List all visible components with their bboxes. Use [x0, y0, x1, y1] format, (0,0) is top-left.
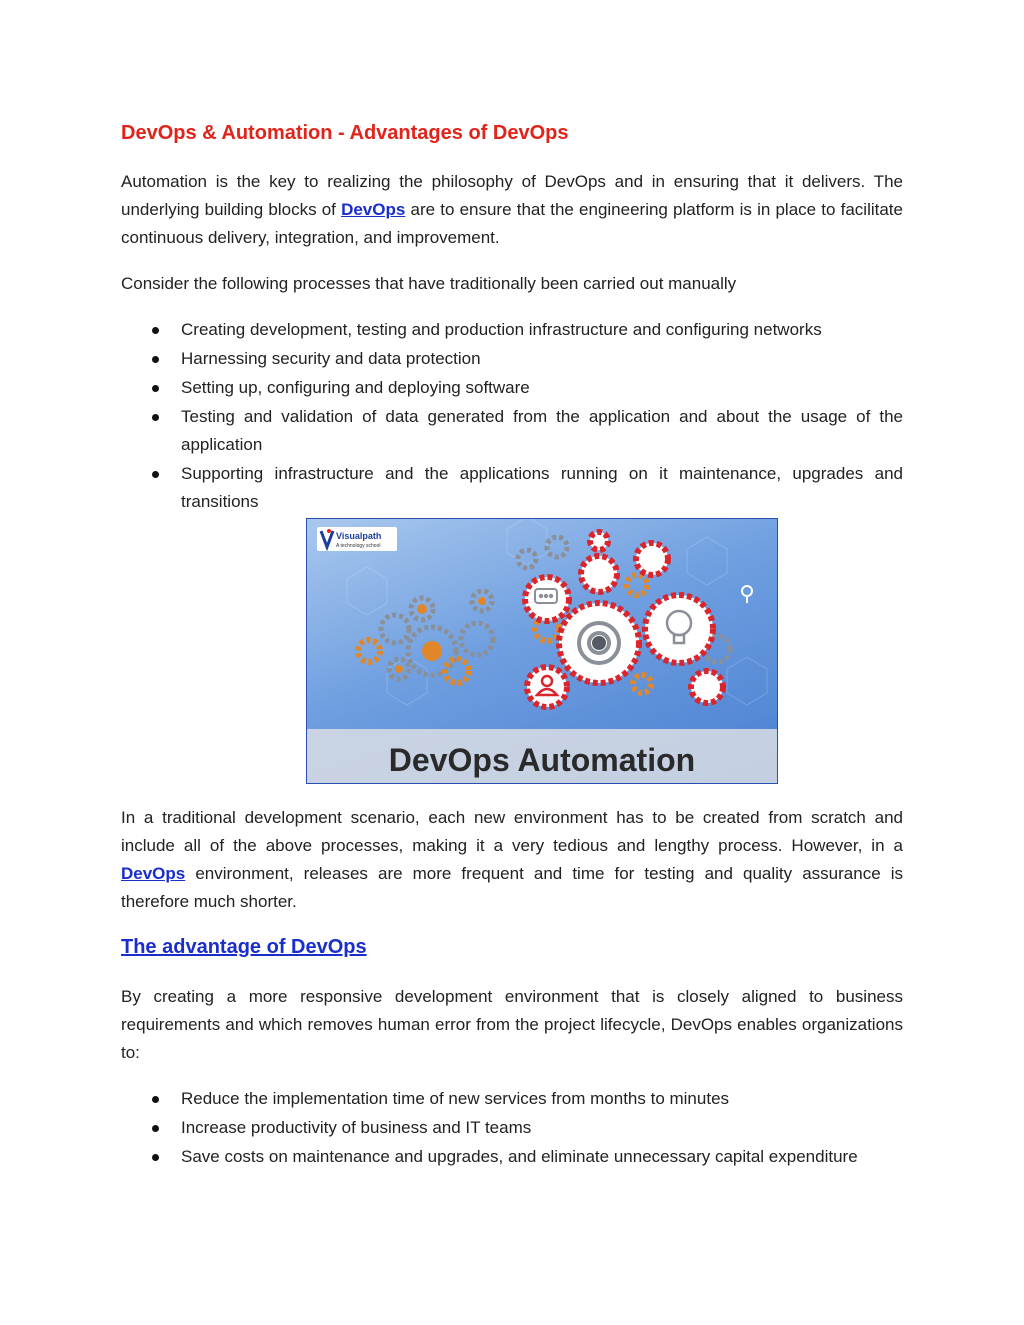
processes-list — [121, 316, 903, 517]
list-item — [121, 460, 903, 516]
list-item-text: Supporting infrastructure and the applications running on it maintenance, upgrades and transitions — [181, 464, 903, 511]
list-item — [121, 345, 903, 373]
devops-link[interactable]: DevOps — [341, 200, 406, 219]
list-item-text: Save costs on maintenance and upgrades, and eliminate unnecessary capital expenditure — [181, 1147, 858, 1166]
devops-automation-image — [306, 518, 778, 784]
benefits-list — [121, 1085, 903, 1172]
list-item — [121, 403, 903, 459]
list-item — [121, 1143, 903, 1171]
svg-text:Visualpath: Visualpath — [336, 531, 382, 541]
list-item-text: Creating development, testing and production infrastructure and configuring networks — [181, 320, 822, 339]
list-item — [121, 374, 903, 402]
svg-text:A technology school: A technology school — [336, 543, 381, 549]
advantage-heading[interactable]: The advantage of DevOps — [121, 936, 367, 958]
traditional-text-2: environment, releases are more frequent and time for testing and quality assurance is therefore much shorter. — [121, 864, 903, 911]
intro-paragraph — [121, 168, 903, 252]
list-item-text: Reduce the implementation time of new services from months to minutes — [181, 1089, 730, 1108]
bullet-icon — [152, 1125, 159, 1132]
devops-link-2[interactable]: DevOps — [121, 864, 186, 883]
lead-in-paragraph: Consider the following processes that have traditionally been carried out manually — [121, 274, 737, 293]
bullet-icon — [152, 1154, 159, 1161]
advantage-paragraph: By creating a more responsive development environment that is closely aligned to business requirements and which removes human error from the project lifecycle, DevOps enables organizations to: — [121, 987, 903, 1062]
intro-text-2: are to ensure that the engineering platform is in place to facilitate continuous delivery, integration, and improvement. — [121, 200, 903, 247]
list-item — [121, 316, 903, 344]
list-item — [121, 1114, 903, 1142]
small-bulb-icon — [742, 586, 752, 603]
list-item-text: Setting up, configuring and deploying software — [181, 378, 530, 397]
visualpath-logo — [317, 527, 397, 551]
list-item-text: Harnessing security and data protection — [181, 349, 481, 368]
page-title: DevOps & Automation - Advantages of DevOps — [121, 122, 569, 144]
bullet-icon — [152, 1096, 159, 1103]
list-item-text: Increase productivity of business and IT teams — [181, 1118, 532, 1137]
devops-gears-illustration — [307, 519, 777, 783]
list-item-text: Testing and validation of data generated from the application and about the usage of the application — [181, 407, 903, 454]
traditional-paragraph — [121, 804, 903, 916]
bullet-icon — [152, 414, 159, 421]
bullet-icon — [152, 356, 159, 363]
intro-text-1: Automation is the key to realizing the philosophy of DevOps and in ensuring that it delivers. The underlying building blocks of — [121, 172, 903, 219]
bullet-icon — [152, 471, 159, 478]
bullet-icon — [152, 327, 159, 334]
bullet-icon — [152, 385, 159, 392]
list-item — [121, 1085, 903, 1113]
traditional-text-1: In a traditional development scenario, each new environment has to be created from scratch and include all of the above processes, making it a very tedious and lengthy process. However, in a — [121, 808, 903, 855]
image-caption: DevOps Automation — [388, 742, 696, 778]
